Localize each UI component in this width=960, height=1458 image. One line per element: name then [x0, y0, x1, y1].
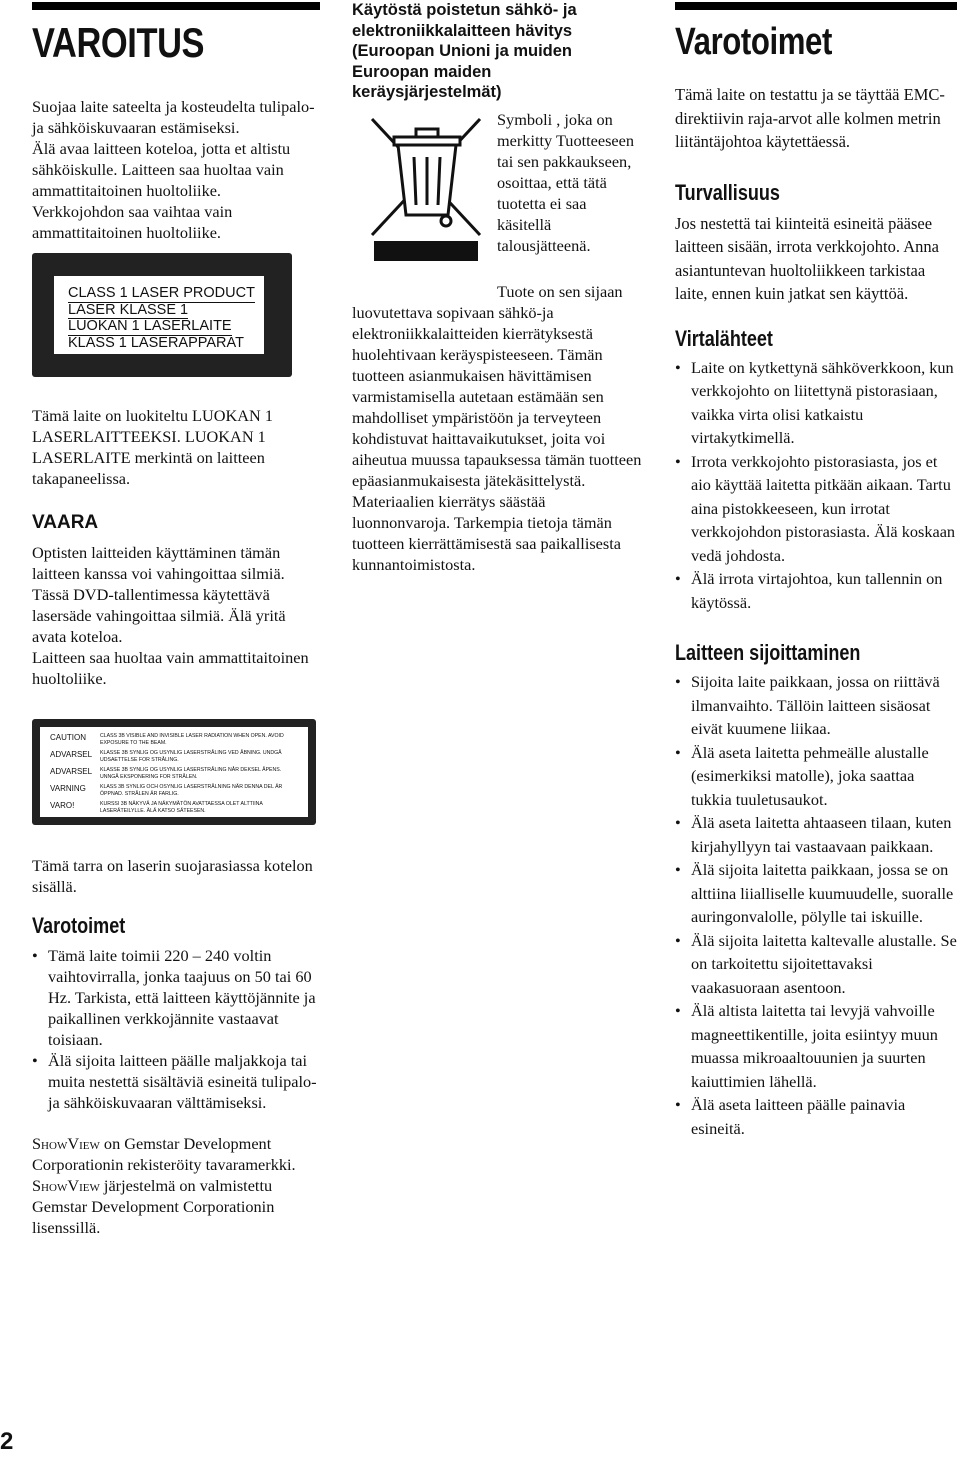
column-right: [675, 0, 957, 1140]
list-item: • Tämä laite toimii 220 – 240 voltin vaihtovirralla, jonka taajuus on 50 tai 60 Hz. Tarkista, että laitteen käyttöjännite ja paikallinen verkkojännite vastaavat toisiaan.: [32, 946, 316, 1049]
laser-label-line: LASER KLASSE 1: [68, 301, 189, 318]
laser-label-line: LUOKAN 1 LASERLAITE: [68, 318, 232, 334]
list-item: • Älä sijoita laitetta paikkaan, jossa se on alttiina liialliselle kuumuudelle, suoralle auringonvalolle, pölylle tai iskuille.: [675, 860, 954, 926]
column-left: [32, 0, 320, 1238]
intro-paragraph: Suojaa laite sateelta ja kosteudelta tulipalo- ja sähköiskuvaaran estämiseksi.: [32, 97, 315, 137]
section-heading-virtalahteet: Virtalähteet: [675, 325, 773, 351]
list-item: • Älä sijoita laitetta kaltevalle alustalle. Se on tarkoitettu sijoitettavaksi vaakasuoraan asentoon.: [675, 930, 957, 997]
list-item: • Älä aseta laitteen päälle painavia esineitä.: [675, 1095, 906, 1138]
list-item: • Irrota verkkojohto pistorasiasta, jos et aio käyttää laitetta pitkään aikaan. Tartu aina pistokkeeseen, kun irrotat verkkojohdon pistorasiasta. Älä koskaan vedä johdosta.: [675, 451, 956, 565]
varotoimet-list: [32, 945, 320, 1113]
list-item: • Älä altista laitetta tai levyjä vahvoille magneettikentille, joita esiintyy muun muassa mikroaaltouunien ja suurten kaiuttimien lähellä.: [675, 1001, 938, 1091]
weee-symbol-text: Symboli , joka on merkitty Tuotteeseen tai sen pakkaukseen, osoittaa, että tätä tuotetta ei saa käsitellä talousjätteenä.: [497, 109, 635, 255]
laser-class-label: [32, 253, 292, 377]
showview-mark: ShowView: [32, 1134, 100, 1153]
top-rule: [675, 2, 957, 10]
list-item: • Laite on kytkettynä sähköverkkoon, kun verkkojohto on liitettynä pistorasiaan, vaikka virta olisi katkaistu virtakytkimellä.: [675, 357, 954, 447]
danger-text: Optisten laitteiden käyttäminen tämän laitteen kanssa voi vahingoittaa silmiä. Tässä DVD-tallentimessa käytettävä lasersäde vahingoittaa silmiä. Älä yritä avata koteloa.: [32, 543, 286, 646]
weee-body: luovutettava sopivaan sähkö-ja elektroniikkalaitteiden kierrätyksestä huolehtivaan keräyspisteeseen. Tämän tuotteen asianmukaisen hävittämisen varmistamisella autetaan estämään sen mahdolliset ympäristöön ja terveyteen kohdistuvat haittavaikutukset, joita voi aiheutua muussa tapauksessa tämän tuotteen epäasianmukaisesta jätekäsittelystä. Materiaalien kierrätys säästää luonnonvaroja. Tarkempia tietoja tämän tuotteen kierrättämisestä saa paikallisesta kunnantoimistosta.: [352, 302, 642, 574]
section-heading-turvallisuus: Turvallisuus: [675, 179, 780, 205]
intro-paragraph: Älä avaa laitteen koteloa, jotta et altistu sähköiskulle. Laitteen saa huoltaa vain ammattitaitoinen huoltoliike.: [32, 139, 291, 200]
weee-heading: Käytöstä poistetun sähkö- ja elektroniikkalaitteen hävitys (Euroopan Unioni ja muiden Euroopan maiden keräysjärjestelmät): [352, 1, 577, 101]
danger-heading: VAARA: [32, 512, 99, 533]
section-heading-sijoittaminen: Laitteen sijoittaminen: [675, 640, 861, 665]
sticker-note: Tämä tarra on laserin suojarasiassa kotelon sisällä.: [32, 856, 313, 896]
list-item: • Älä sijoita laitteen päälle maljakkoja tai muita nestettä sisältäviä esineitä tulipalo- ja sähköiskuvaaran välttämiseksi.: [32, 1051, 317, 1112]
list-item: • Älä aseta laitetta ahtaaseen tilaan, kuten kirjahyllyyn tai vastaavaan paikkaan.: [675, 813, 952, 856]
intro-text: [32, 96, 320, 243]
list-item: • Älä aseta laitetta pehmeälle alustalle (esimerkiksi matolle), joka saattaa tukkia tuuletusaukot.: [675, 742, 929, 809]
danger-text: Laitteen saa huoltaa vain ammattitaitoinen huoltoliike.: [32, 648, 309, 688]
crossed-out-wheelie-bin-icon: [368, 115, 488, 265]
class-note: Tämä laite on luokiteltu LUOKAN 1 LASERLAITTEEKSI. LUOKAN 1 LASERLAITE merkintä on laitteen takapaneelissa.: [32, 406, 273, 488]
list-item: • Sijoita laite paikkaan, jossa on riittävä ilmanvaihto. Tällöin laitteen sisäosat eivät kuumene liikaa.: [675, 672, 940, 738]
section-heading-varotoimet: Varotoimet: [32, 913, 126, 938]
showview-mark: ShowView: [32, 1176, 100, 1195]
page-title: VAROITUS: [32, 19, 205, 66]
trademark-note: ShowView on Gemstar Development Corporationin rekisteröity tavaramerkki. ShowView järjestelmä on valmistettu Gemstar Development Corporationin lisenssillä.: [32, 1134, 296, 1237]
page-number: 2: [0, 1428, 14, 1455]
placement-list: [675, 670, 957, 1140]
list-item: • Älä irrota virtajohtoa, kun tallennin on käytössä.: [675, 569, 943, 612]
intro-paragraph: Verkkojohdon saa vaihtaa vain ammattitaitoinen huoltoliike.: [32, 202, 233, 242]
power-list: [675, 356, 957, 615]
laser-label-line: CLASS 1 LASER PRODUCT: [68, 285, 255, 301]
weee-body-first-line: Tuote on sen sijaan: [497, 281, 623, 301]
page-title-right: Varotoimet: [675, 21, 832, 63]
column-middle: [352, 0, 642, 575]
caution-label: CAUTION CLASS 3B VISIBLE AND INVISIBLE LASER RADIATION WHEN OPEN. AVOID EXPOSURE TO THE BEAM. ADVARSEL KLASSE 3B SYNLIG OG USYNLIG LASERSTRÅLING VED ÅBNING. UNDGÅ UDSAETTELSE FOR STRÅLING. ADVARSEL KLASSE 3B SYNLIG OG USYNLIG LASERSTRÅLING NÅR DEKSEL ÅPENS. UNNGÅ EKSPONERING FOR STRÅLEN. VARNING KLASS 3B SYNLIG OCH OSYNLIG LASERSTRÅLNING NÄR DENNA DEL ÄR ÖPPNAD. STRÅLEN ÄR FARLIG. VARO! KURSSI 3B NÄKYVÄ JA NÄKYMÄTÖN AVATTAESSA OLET ALTTIINA LASERÄTEILYLLE. ÄLÄ KATSO SÄTEESEN.: [32, 719, 316, 825]
laser-label-line: KLASS 1 LASERAPPARAT: [68, 334, 244, 351]
top-rule: [32, 2, 320, 10]
safety-text: Jos nestettä tai kiinteitä esineitä pääsee laitteen sisään, irrota verkkojohto. Anna asiantuntevan huoltoliikkeen tarkistaa laite, ennen kuin jatkat sen käyttöä.: [675, 213, 939, 303]
emc-intro: Tämä laite on testattu ja se täyttää EMC-direktiivin raja-arvot alle kolmen metrin liitäntäjohtoa käytettäessä.: [675, 85, 945, 151]
